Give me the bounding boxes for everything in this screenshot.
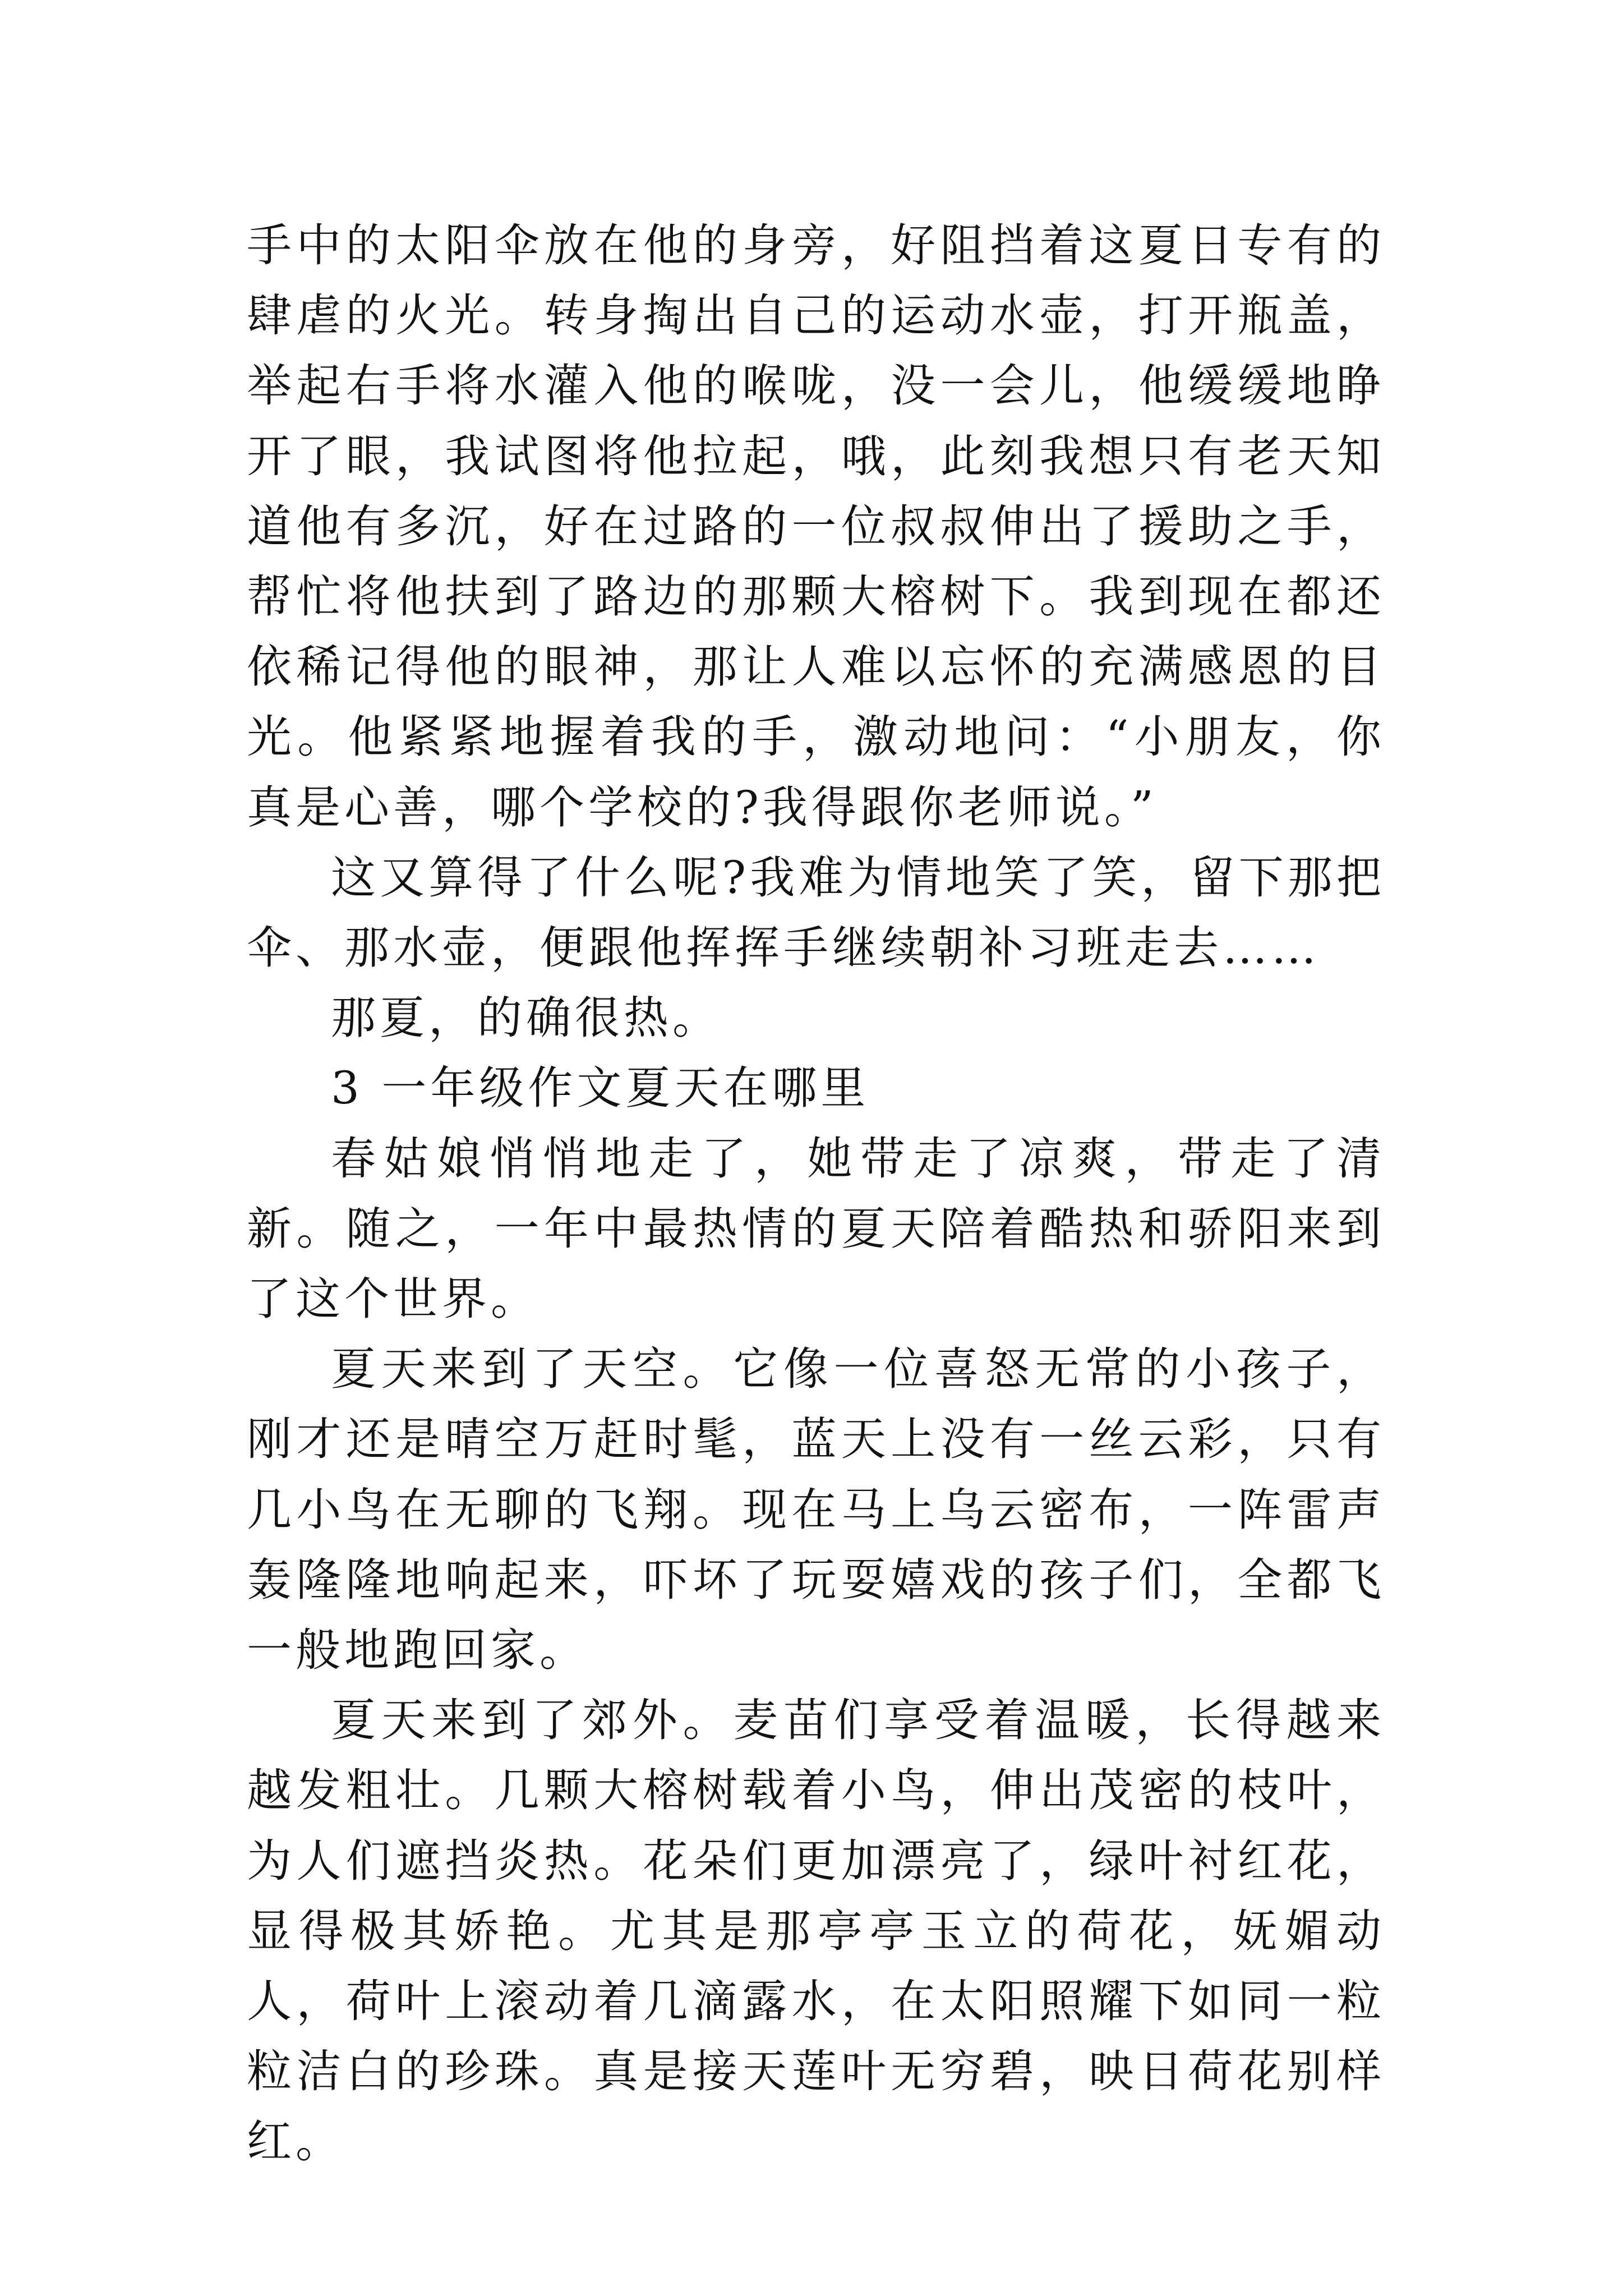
paragraph-5: 春姑娘悄悄地走了，她带走了凉爽，带走了清新。随之，一年中最热情的夏天陪着酷热和骄阳来到了这个世界。	[247, 1132, 1385, 1326]
paragraph-1: 手中的太阳伞放在他的身旁，好阻挡着这夏日专有的肆虐的火光。转身掏出自己的运动水壶，打开瓶盖，举起右手将水灌入他的喉咙，没一会儿，他缓缓地睁开了眼，我试图将他拉起，哦，此刻我想只有老天知道他有多沉，好在过路的一位叔叔伸出了援助之手，帮忙将他扶到了路边的那颗大榕树下。我到现在都还依稀记得他的眼神，那让人难以忘怀的充满感恩的目光。他紧紧地握着我的手，激动地问：“小朋友，你真是心善，哪个学校的?我得跟你老师说。”	[247, 219, 1385, 834]
paragraph-7: 夏天来到了郊外。麦苗们享受着温暖，长得越来越发粗壮。几颗大榕树载着小鸟，伸出茂密的枝叶，为人们遮挡炎热。花朵们更加漂亮了，绿叶衬红花，显得极其娇艳。尤其是那亭亭玉立的荷花，妩媚动人，荷叶上滚动着几滴露水，在太阳照耀下如同一粒粒洁白的珍珠。真是接天莲叶无穷碧，映日荷花别样红。	[247, 1694, 1385, 2168]
paragraph-3: 那夏，的确很热。	[331, 992, 721, 1045]
paragraph-6: 夏天来到了天空。它像一位喜怒无常的小孩子，刚才还是晴空万赶时髦，蓝天上没有一丝云彩，只有几小鸟在无聊的飞翔。现在马上乌云密布，一阵雷声轰隆隆地响起来，吓坏了玩耍嬉戏的孩子们，全都飞一般地跑回家。	[247, 1343, 1385, 1677]
section-heading: 3 一年级作文夏天在哪里	[331, 1062, 870, 1115]
document-body	[247, 210, 1385, 2177]
paragraph-2: 这又算得了什么呢?我难为情地笑了笑，留下那把伞、那水壶，便跟他挥挥手继续朝补习班走去……	[247, 851, 1385, 974]
